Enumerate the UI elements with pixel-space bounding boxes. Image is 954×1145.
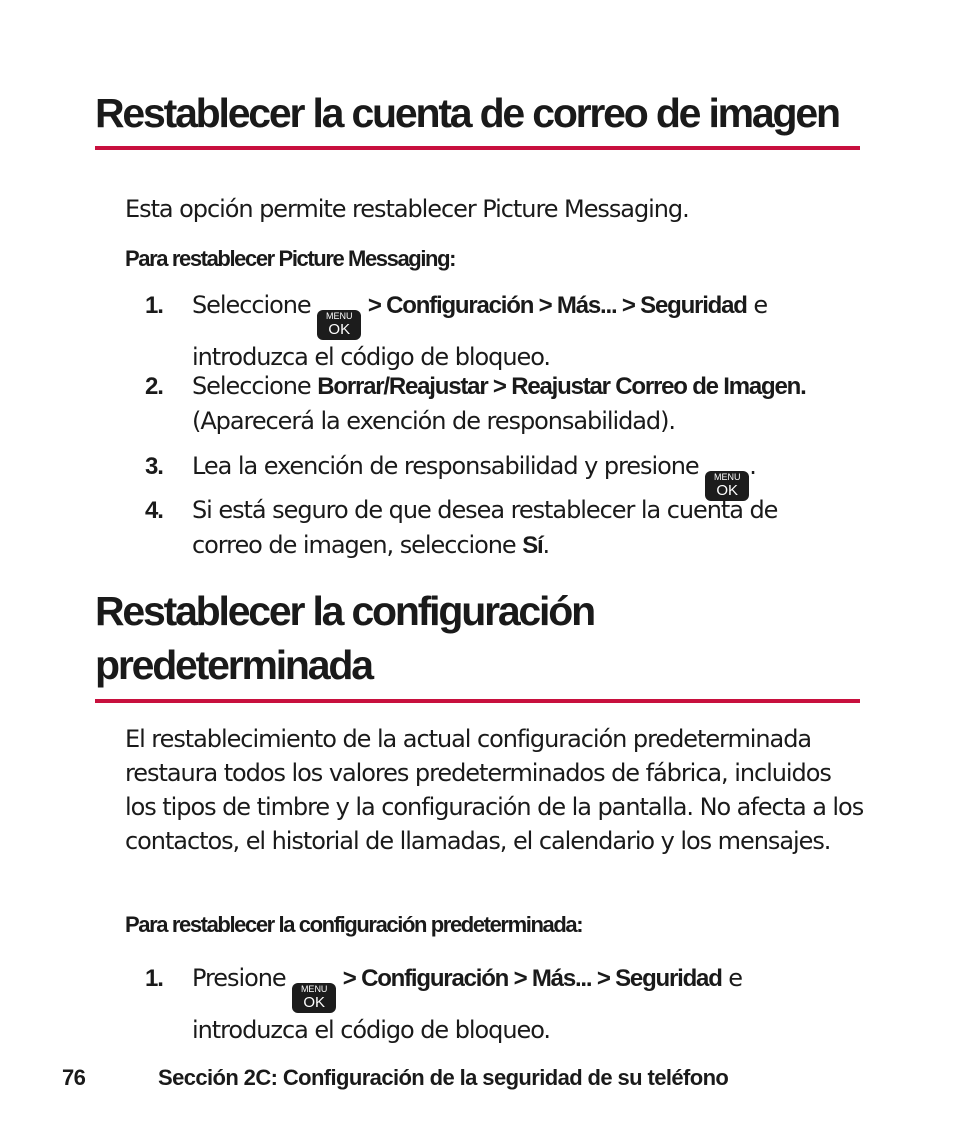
step-number: 3. bbox=[145, 453, 163, 480]
step-text: Presione bbox=[192, 964, 286, 992]
footer-section-title: Sección 2C: Configuración de la seguridad de su teléfono bbox=[158, 1065, 729, 1090]
section-title-reset-picture-account: Restablecer la cuenta de correo de imagen bbox=[95, 90, 839, 136]
step-1 bbox=[145, 961, 845, 1048]
procedure-heading: Para restablecer la configuración predeterminada: bbox=[125, 912, 583, 937]
step-text: e introduzca el código de bloqueo. bbox=[192, 291, 768, 371]
section-title-reset-default-settings: Restablecer la configuración predeterminada bbox=[95, 588, 594, 688]
procedure-heading: Para restablecer Picture Messaging: bbox=[125, 246, 456, 271]
menu-path: > Configuración > Más... > Seguridad bbox=[342, 965, 722, 992]
section-intro: Esta opción permite restablecer Picture Messaging. bbox=[125, 195, 689, 223]
step-number: 4. bbox=[145, 497, 163, 524]
menu-path: Borrar/Reajustar > Reajustar Correo de Imagen. bbox=[317, 373, 806, 400]
step-1 bbox=[145, 288, 845, 375]
menu-ok-key-icon: MENU OK bbox=[292, 983, 336, 1013]
page-number: 76 bbox=[62, 1065, 86, 1090]
step-text: . bbox=[749, 452, 756, 480]
step-number: 2. bbox=[145, 373, 163, 400]
step-number: 1. bbox=[145, 292, 163, 319]
step-text: Si está seguro de que desea restablecer la cuenta de correo de imagen, seleccione bbox=[192, 496, 778, 559]
menu-ok-key-icon: MENU OK bbox=[317, 310, 361, 340]
step-text: Seleccione bbox=[192, 372, 311, 400]
menu-path: > Configuración > Más... > Seguridad bbox=[367, 292, 747, 319]
menu-ok-key-icon: MENU OK bbox=[705, 471, 749, 501]
step-text: e introduzca el código de bloqueo. bbox=[192, 964, 742, 1044]
title-underline bbox=[95, 699, 860, 703]
step-text: Lea la exención de responsabilidad y presione bbox=[192, 452, 699, 480]
step-text: (Aparecerá la exención de responsabilidad). bbox=[192, 407, 676, 435]
page-footer bbox=[62, 1063, 729, 1093]
step-4 bbox=[145, 493, 845, 563]
section-intro: El restablecimiento de la actual configuración predeterminada restaura todos los valores predeterminados de fábrica, incluidos los tipos de timbre y la configuración de la pantalla. No afecta a los contactos, el historial de llamadas, el calendario y los mensajes. bbox=[125, 725, 864, 855]
step-2 bbox=[145, 369, 845, 439]
step-text: . bbox=[542, 531, 550, 559]
title-underline bbox=[95, 146, 860, 150]
step-number: 1. bbox=[145, 965, 163, 992]
option-label: Sí bbox=[522, 532, 543, 559]
step-text: Seleccione bbox=[192, 291, 311, 319]
